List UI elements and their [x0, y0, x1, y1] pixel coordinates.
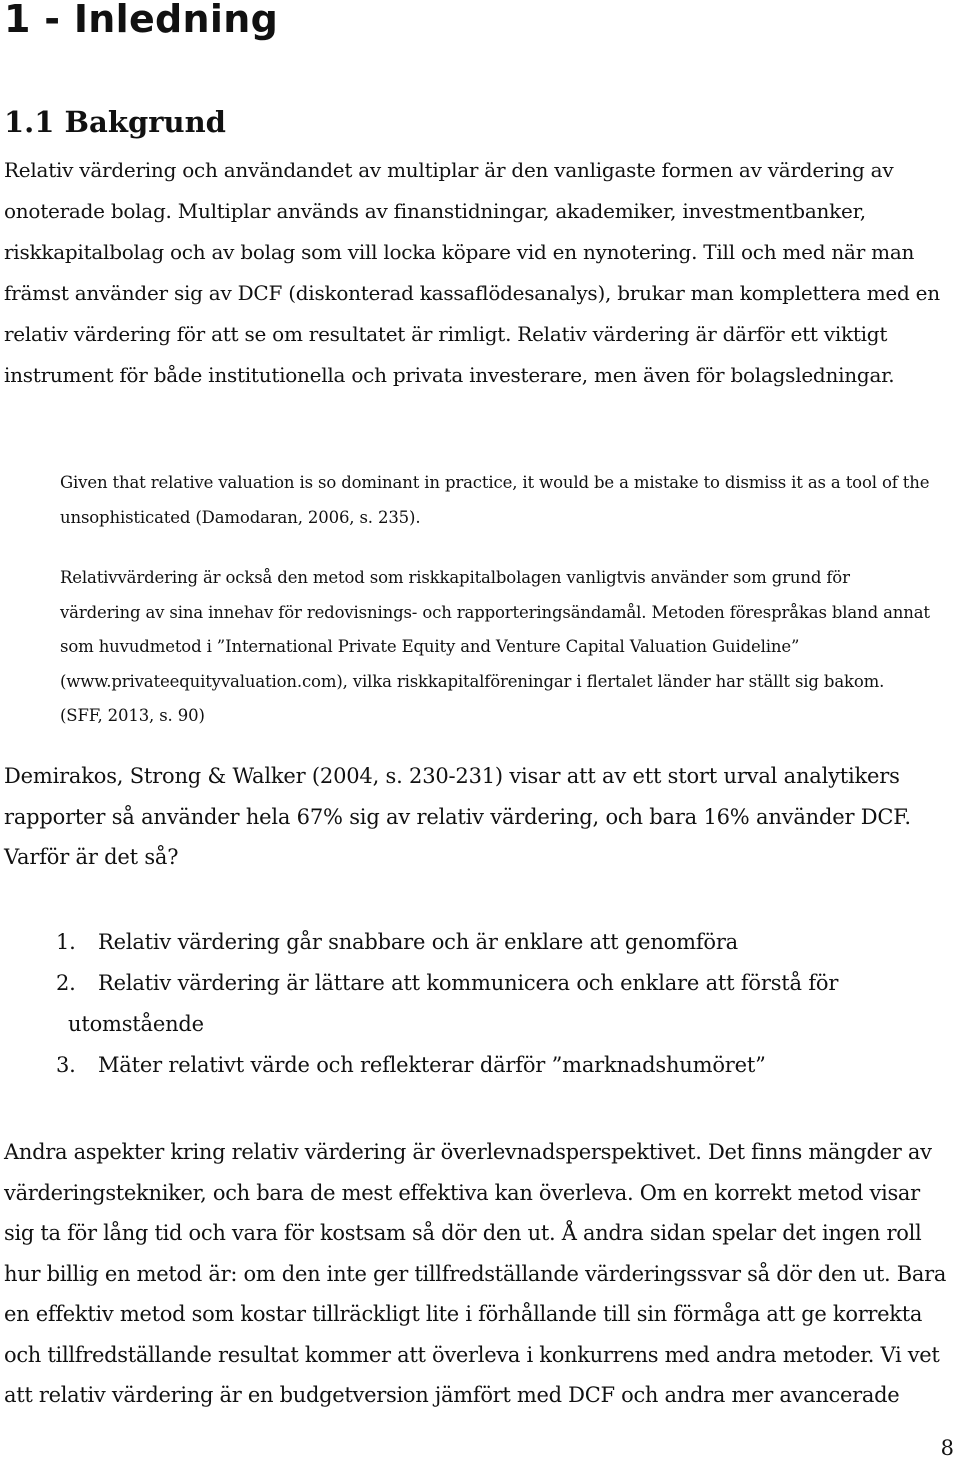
list-item-text: Relativ värdering är lättare att kommunicera och enklare att förstå för	[98, 971, 839, 995]
paragraph-survival: Andra aspekter kring relativ värdering är överlevnadsperspektivet. Det finns mängder av värderingstekniker, och bara de mest effektiva kan överleva. Om en korrekt metod visar sig ta för lång tid och vara för kostsam så dör den ut. Å andra sidan spelar det ingen roll hur billig en metod är: om den inte ger tillfredställande värderingssvar så dör den ut. Bara en effektiv metod som kostar tillräckligt lite i förhållande till sin förmåga att ge korrekta och tillfredställande resultat kommer att överleva i konkurrens med andra metoder. Vi vet att relativ värdering är en budgetversion jämfört med DCF och andra mer avancerade	[4, 1140, 947, 1407]
list-item-text: Mäter relativt värde och reflekterar därför ”marknadshumöret”	[98, 1053, 766, 1077]
list-item-continuation-text: utomstående	[68, 1012, 204, 1036]
list-item	[56, 922, 936, 963]
quote-sff: Relativvärdering är också den metod som riskkapitalbolagen vanligtvis använder som grund för värdering av sina innehav för redovisnings- och rapporteringsändamål. Metoden förespråkas bland annat som huvudmetod i ”International Private Equity and Venture Capital Valuation Guideline” (www.privateequityvaluation.com), vilka riskkapitalföreningar i flertalet länder har ställt sig bakom. (SFF, 2013, s. 90)	[60, 568, 930, 725]
list-item-continuation	[56, 1004, 936, 1045]
list-item-text: Relativ värdering går snabbare och är enklare att genomföra	[98, 930, 738, 954]
list-item-number: 2.	[56, 971, 76, 995]
paragraph-intro: Relativ värdering och användandet av multiplar är den vanligaste formen av värdering av onoterade bolag. Multiplar används av finanstidningar, akademiker, investmentbanker, riskkapitalbolag och av bolag som vill locka köpare vid en nynotering. Till och med när man främst använder sig av DCF (diskonterad kassaflödesanalys), brukar man komplettera med en relativ värdering för att se om resultatet är rimligt. Relativ värdering är därför ett viktigt instrument för både institutionella och privata investerare, men även för bolagsledningar.	[4, 158, 940, 387]
list-item	[56, 963, 936, 1004]
page-number: 8	[940, 1436, 954, 1460]
list-item-number: 1.	[56, 930, 76, 954]
list-item	[56, 1045, 936, 1086]
page-title: 1 - Inledning	[4, 0, 279, 41]
paragraph-demirakos: Demirakos, Strong & Walker (2004, s. 230-231) visar att av ett stort urval analytikers rapporter så använder hela 67% sig av relativ värdering, och bara 16% använder DCF. Varför är det så?	[4, 764, 911, 869]
quote-damodaran: Given that relative valuation is so dominant in practice, it would be a mistake to dismiss it as a tool of the unsophisticated (Damodaran, 2006, s. 235).	[60, 473, 930, 527]
reasons-list	[56, 922, 936, 1086]
list-item-number: 3.	[56, 1053, 76, 1077]
section-heading: 1.1 Bakgrund	[4, 105, 226, 139]
